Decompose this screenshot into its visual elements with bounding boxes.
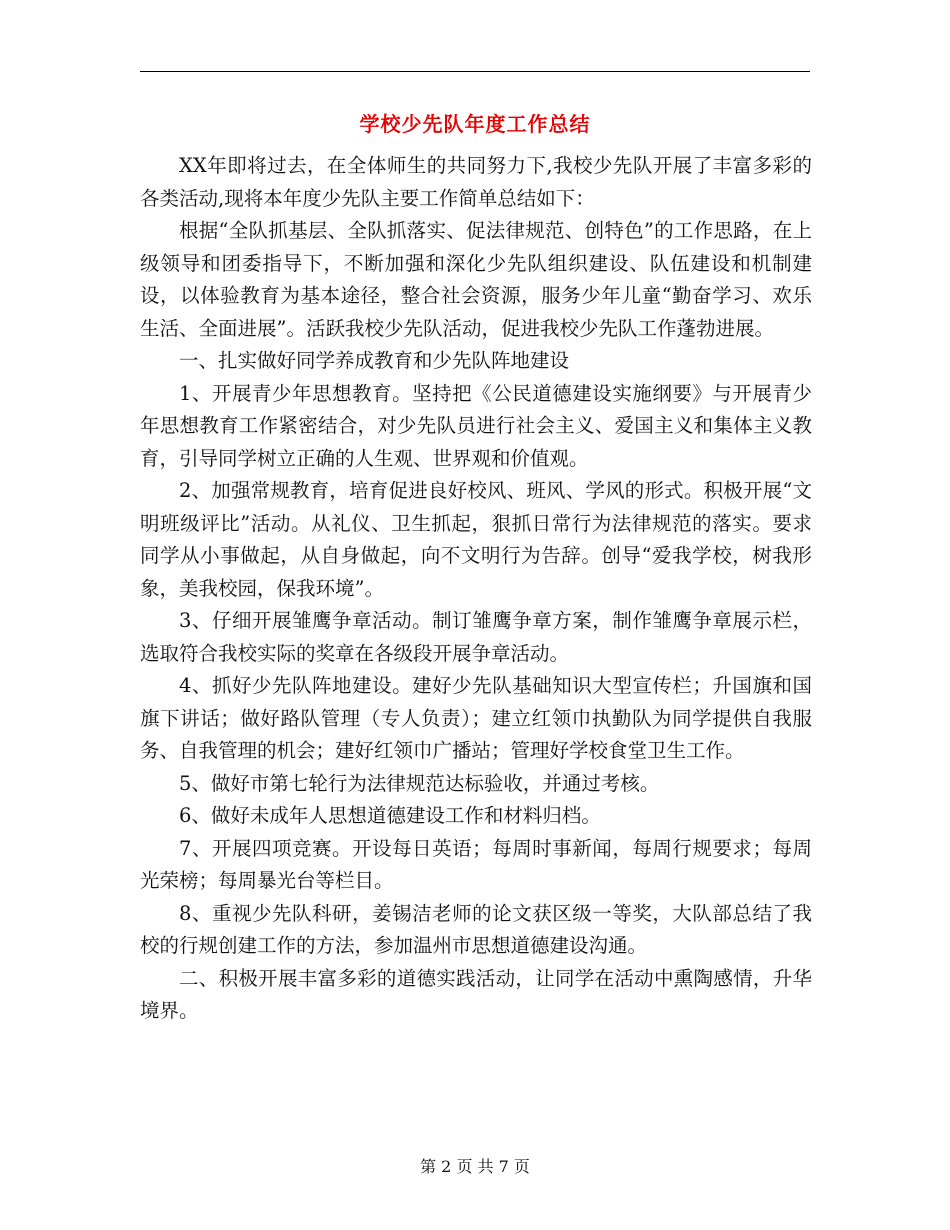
paragraph: 4、抓好少先队阵地建设。建好少先队基础知识大型宣传栏；升国旗和国旗下讲话；做好路队管理（专人负责）；建立红领巾执勤队为同学提供自我服务、自我管理的机会；建好红领巾广播站；管理好学校食堂卫生工作。 bbox=[140, 674, 812, 762]
paragraph: 3、仔细开展雏鹰争章活动。制订雏鹰争章方案，制作雏鹰争章展示栏，选取符合我校实际的奖章在各级段开展争章活动。 bbox=[140, 609, 812, 665]
paragraph: 2、加强常规教育，培育促进良好校风、班风、学风的形式。积极开展“文明班级评比”活动。从礼仪、卫生抓起，狠抓日常行为法律规范的落实。要求同学从小事做起，从自身做起，向不文明行为告辞。创导“爱我学校，树我形象，美我校园，保我环境”。 bbox=[140, 479, 812, 600]
paragraph: 6、做好未成年人思想道德建设工作和材料归档。 bbox=[179, 804, 601, 827]
page-number-footer: 第 2 页 共 7 页 bbox=[420, 1157, 530, 1176]
paragraph: 5、做好市第七轮行为法律规范达标验收，并通过考核。 bbox=[179, 771, 660, 795]
document-title: 学校少先队年度工作总结 bbox=[359, 112, 591, 136]
section-heading: 一、扎实做好同学养成教育和少先队阵地建设 bbox=[179, 349, 570, 372]
paragraph: 根据“全队抓基层、全队抓落实、促法律规范、创特色”的工作思路，在上级领导和团委指导下，不断加强和深化少先队组织建设、队伍建设和机制建设，以体验教育为基本途径，整合社会资源，服务少年儿童“勤奋学习、欢乐生活、全面进展”。活跃我校少先队活动，促进我校少先队工作蓬勃进展。 bbox=[140, 219, 812, 340]
document-body bbox=[140, 150, 812, 1028]
paragraph: 7、开展四项竞赛。开设每日英语；每周时事新闻，每周行规要求；每周光荣榜；每周暴光台等栏目。 bbox=[140, 836, 812, 892]
section-heading: 二、积极开展丰富多彩的道德实践活动，让同学在活动中熏陶感情，升华境界。 bbox=[140, 966, 812, 1022]
paragraph: 8、重视少先队科研，姜锡洁老师的论文获区级一等奖，大队部总结了我校的行规创建工作的方法，参加温州市思想道德建设沟通。 bbox=[140, 901, 812, 957]
header-rule bbox=[140, 71, 810, 72]
paragraph: XX年即将过去，在全体师生的共同努力下,我校少先队开展了丰富多彩的各类活动,现将本年度少先队主要工作简单总结如下： bbox=[140, 154, 812, 210]
paragraph: 1、开展青少年思想教育。坚持把《公民道德建设实施纲要》与开展青少年思想教育工作紧密结合，对少先队员进行社会主义、爱国主义和集体主义教育，引导同学树立正确的人生观、世界观和价值观。 bbox=[140, 381, 812, 470]
